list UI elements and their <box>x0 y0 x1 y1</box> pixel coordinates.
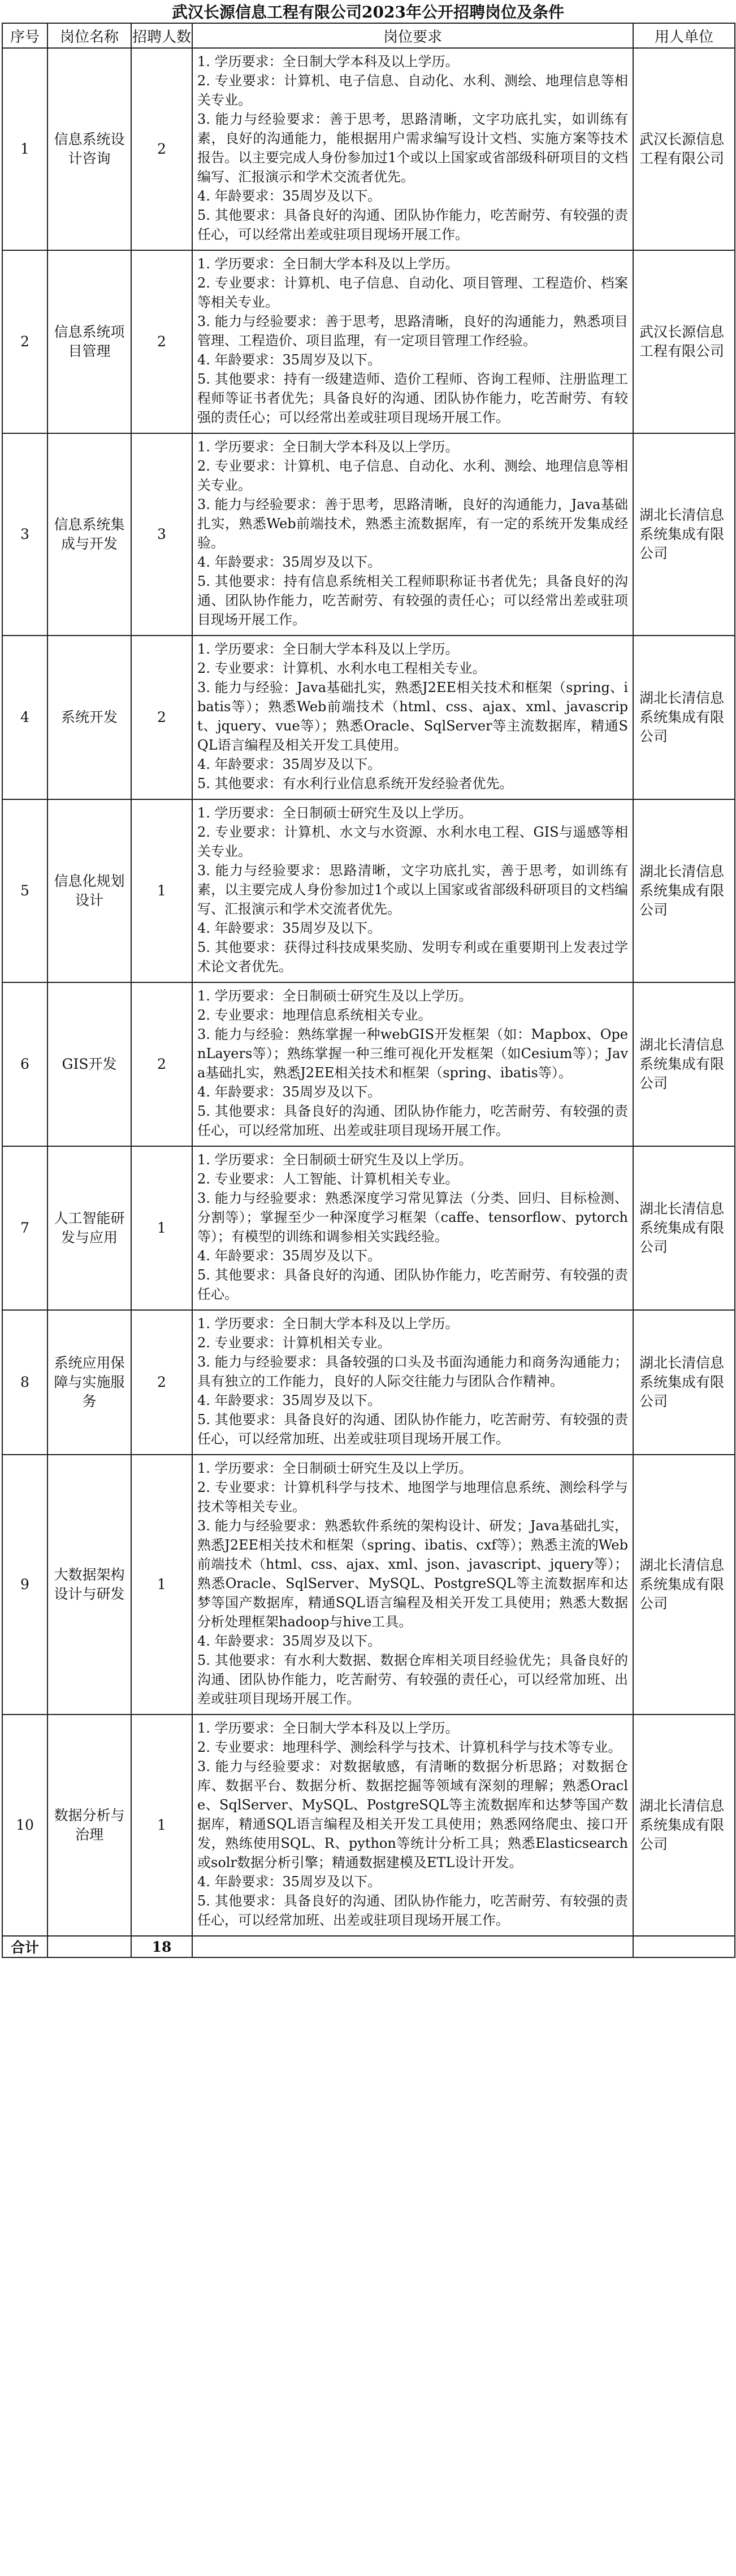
hire-count: 1 <box>131 1715 192 1936</box>
requirement-item: 5. 其他要求：具备良好的沟通、团队协作能力，吃苦耐劳、有较强的责任心，可以经常出差或驻项目现场开展工作。 <box>197 207 628 242</box>
table-row <box>2 636 735 799</box>
total-label: 合计 <box>2 1936 47 1957</box>
requirement-item: 5. 其他要求：获得过科技成果奖励、发明专利或在重要期刊上发表过学术论文者优先。 <box>197 939 628 974</box>
requirement-item: 5. 其他要求：有水利大数据、数据仓库相关项目经验优先；具备良好的沟通、团队协作能力，吃苦耐劳、有较强的责任心，可以经常加班、出差或驻项目现场开展工作。 <box>197 1652 628 1707</box>
document-title: 武汉长源信息工程有限公司2023年公开招聘岗位及条件 <box>172 3 564 21</box>
total-empty <box>192 1936 633 1957</box>
table-row <box>2 1715 735 1936</box>
requirement-item: 3. 能力与经验要求：对数据敏感，有清晰的数据分析思路；对数据仓库、数据平台、数据分析、数据挖掘等领域有深刻的理解；熟悉Oracle、SqlServer、MySQL、PostgreSQL等主流数据库和达梦等国产数据库，精通SQL语言编程及相关开发工具使用；熟悉网络爬虫、接口开发，熟练使用SQL、R、python等统计分析工具；熟悉Elasticsearch或solr数据分析引擎；精通数据建模及ETL设计开发。 <box>197 1759 628 1870</box>
row-number: 6 <box>2 982 47 1146</box>
table-row <box>2 799 735 982</box>
requirement-item: 2. 专业要求：计算机、电子信息、自动化、水利、测绘、地理信息等相关专业。 <box>197 73 628 108</box>
row-number: 10 <box>2 1715 47 1936</box>
header-requirements: 岗位要求 <box>192 23 633 48</box>
requirements-cell <box>192 982 633 1146</box>
requirement-item: 1. 学历要求：全日制硕士研究生及以上学历。 <box>197 988 473 1004</box>
employer-unit: 湖北长清信息系统集成有限公司 <box>633 982 735 1146</box>
hire-count: 2 <box>131 48 192 250</box>
header-count: 招聘人数 <box>131 23 192 48</box>
hire-count: 2 <box>131 982 192 1146</box>
requirement-item: 4. 年龄要求：35周岁及以下。 <box>197 920 382 936</box>
row-number: 1 <box>2 48 47 250</box>
requirement-item: 3. 能力与经验要求：善于思考，思路清晰，文字功底扎实，如训练有素，良好的沟通能力，能根据用户需求编写设计文档、实施方案等技术报告。以主要完成人身份参加过1个或以上国家或省部级科研项目的文档编写、汇报演示和学术交流者优先。 <box>197 111 628 185</box>
row-number: 4 <box>2 636 47 799</box>
row-number: 3 <box>2 433 47 636</box>
hire-count: 3 <box>131 433 192 636</box>
position-name: 信息系统项目管理 <box>47 250 131 433</box>
recruitment-table <box>2 23 735 1958</box>
table-header-row <box>2 23 735 48</box>
header-no: 序号 <box>2 23 47 48</box>
position-name: GIS开发 <box>47 982 131 1146</box>
employer-unit: 湖北长清信息系统集成有限公司 <box>633 636 735 799</box>
row-number: 7 <box>2 1146 47 1310</box>
position-name: 人工智能研发与应用 <box>47 1146 131 1310</box>
requirement-item: 4. 年龄要求：35周岁及以下。 <box>197 554 382 570</box>
employer-unit: 湖北长清信息系统集成有限公司 <box>633 1455 735 1715</box>
hire-count: 2 <box>131 1310 192 1455</box>
table-row <box>2 48 735 250</box>
requirement-item: 4. 年龄要求：35周岁及以下。 <box>197 352 382 368</box>
requirement-item: 5. 其他要求：有水利行业信息系统开发经验者优先。 <box>197 776 513 791</box>
employer-unit: 湖北长清信息系统集成有限公司 <box>633 1310 735 1455</box>
position-name: 信息系统集成与开发 <box>47 433 131 636</box>
requirement-item: 4. 年龄要求：35周岁及以下。 <box>197 1633 382 1649</box>
total-empty <box>47 1936 131 1957</box>
requirements-cell <box>192 636 633 799</box>
requirement-item: 1. 学历要求：全日制大学本科及以上学历。 <box>197 256 459 272</box>
table-row <box>2 982 735 1146</box>
table-row <box>2 250 735 433</box>
requirement-item: 1. 学历要求：全日制大学本科及以上学历。 <box>197 1316 459 1331</box>
requirement-item: 4. 年龄要求：35周岁及以下。 <box>197 1084 382 1100</box>
requirement-item: 2. 专业要求：计算机、水利水电工程相关专业。 <box>197 660 486 676</box>
position-name: 信息化规划设计 <box>47 799 131 982</box>
requirement-item: 1. 学历要求：全日制硕士研究生及以上学历。 <box>197 805 473 821</box>
requirement-item: 1. 学历要求：全日制硕士研究生及以上学历。 <box>197 1152 473 1168</box>
row-number: 5 <box>2 799 47 982</box>
requirement-item: 4. 年龄要求：35周岁及以下。 <box>197 1874 382 1890</box>
requirement-item: 2. 专业要求：计算机、电子信息、自动化、项目管理、工程造价、档案等相关专业。 <box>197 275 628 310</box>
requirement-item: 3. 能力与经验：Java基础扎实，熟悉J2EE相关技术和框架（spring、ibatis等）；熟悉Web前端技术（html、css、ajax、xml、javascript、jquery、vue等）；熟悉Oracle、SqlServer等主流数据库，精通SQL语言编程及相关开发工具使用。 <box>197 680 628 753</box>
requirement-item: 4. 年龄要求：35周岁及以下。 <box>197 1248 382 1264</box>
requirements-cell <box>192 1455 633 1715</box>
requirement-item: 4. 年龄要求：35周岁及以下。 <box>197 1393 382 1408</box>
row-number: 8 <box>2 1310 47 1455</box>
requirement-item: 5. 其他要求：持有信息系统相关工程师职称证书者优先；具备良好的沟通、团队协作能力，吃苦耐劳、有较强的责任心；可以经常出差或驻项目现场开展工作。 <box>197 573 628 628</box>
hire-count: 1 <box>131 1146 192 1310</box>
requirements-cell <box>192 1310 633 1455</box>
employer-unit: 湖北长清信息系统集成有限公司 <box>633 799 735 982</box>
position-name: 大数据架构设计与研发 <box>47 1455 131 1715</box>
requirement-item: 3. 能力与经验要求：具备较强的口头及书面沟通能力和商务沟通能力；具有独立的工作能力，良好的人际交往能力与团队合作精神。 <box>197 1354 628 1389</box>
requirement-item: 5. 其他要求：具备良好的沟通、团队协作能力，吃苦耐劳、有较强的责任心。 <box>197 1267 628 1302</box>
requirement-item: 3. 能力与经验：熟练掌握一种webGIS开发框架（如：Mapbox、OpenLayers等）；熟练掌握一种三维可视化开发框架（如Cesium等）；Java基础扎实，熟悉J2EE相关技术和框架（spring、ibatis等）。 <box>197 1026 628 1081</box>
requirement-item: 1. 学历要求：全日制大学本科及以上学历。 <box>197 641 459 657</box>
total-row <box>2 1936 735 1957</box>
requirement-item: 3. 能力与经验要求：善于思考，思路清晰，良好的沟通能力，熟悉项目管理、工程造价、项目监理，有一定项目管理工作经验。 <box>197 314 628 349</box>
table-row <box>2 433 735 636</box>
requirements-cell <box>192 48 633 250</box>
hire-count: 2 <box>131 250 192 433</box>
row-number: 2 <box>2 250 47 433</box>
total-empty <box>633 1936 735 1957</box>
position-name: 系统应用保障与实施服务 <box>47 1310 131 1455</box>
requirement-item: 3. 能力与经验要求：熟悉软件系统的架构设计、研发；Java基础扎实，熟悉J2EE相关技术和框架（spring、ibatis、cxf等）；熟悉主流的Web前端技术（html、css、ajax、xml、json、javascript、jquery等）；熟悉Oracle、SqlServer、MySQL、PostgreSQL等主流数据库和达梦等国产数据库，精通SQL语言编程及相关开发工具使用；熟悉大数据分析处理框架hadoop与hive工具。 <box>197 1518 628 1630</box>
requirement-item: 1. 学历要求：全日制硕士研究生及以上学历。 <box>197 1460 473 1476</box>
employer-unit: 湖北长清信息系统集成有限公司 <box>633 433 735 636</box>
position-name: 数据分析与治理 <box>47 1715 131 1936</box>
employer-unit: 武汉长源信息工程有限公司 <box>633 48 735 250</box>
requirement-item: 2. 专业要求：计算机、电子信息、自动化、水利、测绘、地理信息等相关专业。 <box>197 458 628 493</box>
requirement-item: 4. 年龄要求：35周岁及以下。 <box>197 188 382 204</box>
requirement-item: 3. 能力与经验要求：熟悉深度学习常见算法（分类、回归、目标检测、分割等）；掌握至少一种深度学习框架（caffe、tensorflow、pytorch等）；有模型的训练和调参相关实践经验。 <box>197 1190 628 1245</box>
requirement-item: 5. 其他要求：具备良好的沟通、团队协作能力，吃苦耐劳、有较强的责任心，可以经常加班、出差或驻项目现场开展工作。 <box>197 1412 628 1447</box>
requirement-item: 2. 专业要求：人工智能、计算机相关专业。 <box>197 1171 459 1187</box>
hire-count: 1 <box>131 1455 192 1715</box>
requirements-cell <box>192 1146 633 1310</box>
requirement-item: 2. 专业要求：计算机科学与技术、地图学与地理信息系统、测绘科学与技术等相关专业。 <box>197 1480 628 1515</box>
requirement-item: 3. 能力与经验要求：思路清晰，文字功底扎实，善于思考，如训练有素，以主要完成人身份参加过1个或以上国家或省部级科研项目的文档编写、汇报演示和学术交流者优先。 <box>197 863 628 917</box>
requirements-cell <box>192 433 633 636</box>
requirement-item: 1. 学历要求：全日制大学本科及以上学历。 <box>197 54 459 69</box>
position-name: 信息系统设计咨询 <box>47 48 131 250</box>
requirement-item: 1. 学历要求：全日制大学本科及以上学历。 <box>197 439 459 455</box>
header-unit: 用人单位 <box>633 23 735 48</box>
row-number: 9 <box>2 1455 47 1715</box>
requirement-item: 3. 能力与经验要求：善于思考，思路清晰，良好的沟通能力，Java基础扎实，熟悉Web前端技术，熟悉主流数据库，有一定的系统开发集成经验。 <box>197 497 628 551</box>
employer-unit: 湖北长清信息系统集成有限公司 <box>633 1715 735 1936</box>
requirements-cell <box>192 250 633 433</box>
header-position: 岗位名称 <box>47 23 131 48</box>
employer-unit: 湖北长清信息系统集成有限公司 <box>633 1146 735 1310</box>
requirement-item: 2. 专业要求：地理科学、测绘科学与技术、计算机科学与技术等专业。 <box>197 1739 622 1755</box>
employer-unit: 武汉长源信息工程有限公司 <box>633 250 735 433</box>
position-name: 系统开发 <box>47 636 131 799</box>
requirement-item: 5. 其他要求：具备良好的沟通、团队协作能力，吃苦耐劳、有较强的责任心，可以经常加班、出差或驻项目现场开展工作。 <box>197 1893 628 1928</box>
requirement-item: 2. 专业要求：计算机相关专业。 <box>197 1335 391 1351</box>
requirement-item: 1. 学历要求：全日制大学本科及以上学历。 <box>197 1720 459 1736</box>
total-count: 18 <box>131 1936 192 1957</box>
requirement-item: 4. 年龄要求：35周岁及以下。 <box>197 756 382 772</box>
requirement-item: 2. 专业要求：地理信息系统相关专业。 <box>197 1007 432 1023</box>
requirement-item: 2. 专业要求：计算机、水文与水资源、水利水电工程、GIS与遥感等相关专业。 <box>197 824 628 859</box>
requirements-cell <box>192 1715 633 1936</box>
hire-count: 1 <box>131 799 192 982</box>
requirements-cell <box>192 799 633 982</box>
hire-count: 2 <box>131 636 192 799</box>
table-row <box>2 1310 735 1455</box>
requirement-item: 5. 其他要求：具备良好的沟通、团队协作能力，吃苦耐劳、有较强的责任心，可以经常加班、出差或驻项目现场开展工作。 <box>197 1103 628 1138</box>
table-row <box>2 1455 735 1715</box>
table-row <box>2 1146 735 1310</box>
requirement-item: 5. 其他要求：持有一级建造师、造价工程师、咨询工程师、注册监理工程师等证书者优先；具备良好的沟通、团队协作能力，吃苦耐劳、有较强的责任心；可以经常出差或驻项目现场开展工作。 <box>197 371 628 425</box>
